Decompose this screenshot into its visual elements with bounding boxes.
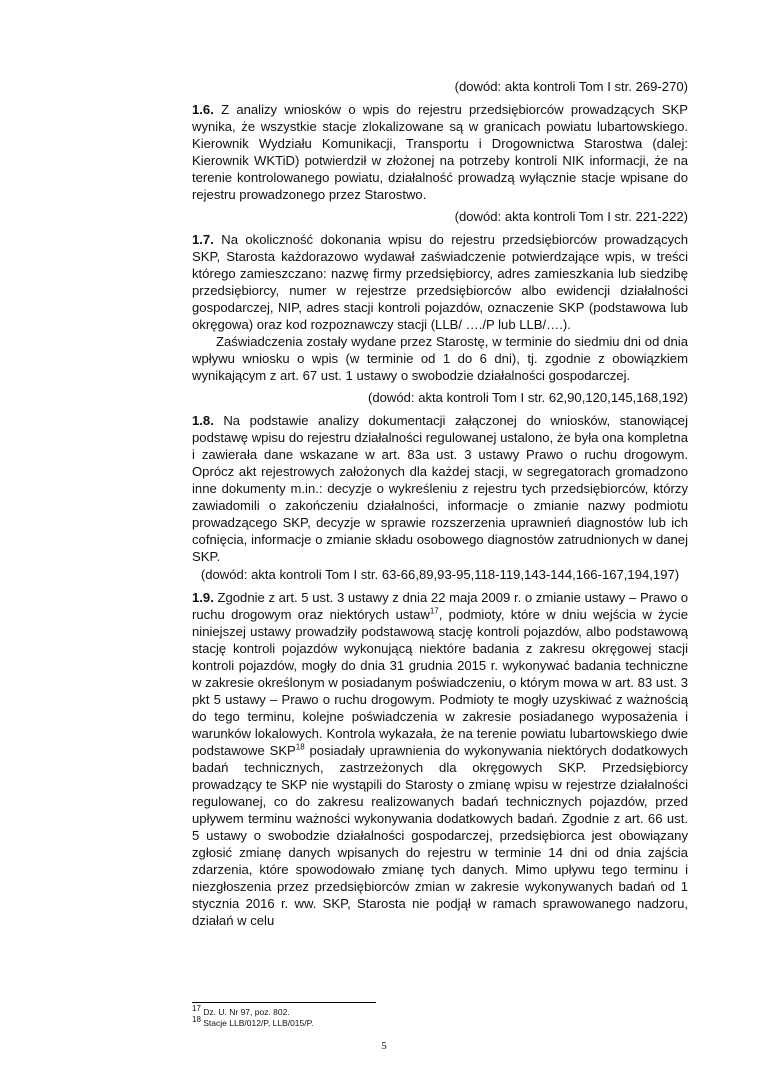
evidence-citation: (dowód: akta kontroli Tom I str. 221-222) [454,209,688,224]
paragraph-number: 1.7. [192,232,214,247]
footnote-text: Dz. U. Nr 97, poz. 802. [200,1007,290,1017]
paragraph-1-8 [192,412,688,565]
footnote-ref[interactable]: 17 [429,606,439,616]
footnote [192,1015,688,1029]
page-number: 5 [381,1040,387,1052]
evidence-citation: (dowód: akta kontroli Tom I str. 62,90,120,145,168,192) [367,390,688,405]
paragraph-1-6 [192,101,688,203]
paragraph-text: Na podstawie analizy dokumentacji załączonej do wniosków, stanowiącej podstawę wpisu do rejestru działalności regulowanej ustalono, że była ona kompletna i zawierała dane wskazane w art. 83a ust. 3 ustawy Prawo o ruchu drogowym. Oprócz akt rejestrowych założonych dla każdej stacji, w segregatorach gromadzono inne dokumenty m.in.: decyzje o wykreśleniu z rejestru tych przedsiębiorców, którzy zawiadomili o zakończeniu działalności, informacje o zmianie nazwy podmiotu prowadzącego SKP, decyzje w sprawie rozszerzenia uprawnień diagnostów lub ich cofnięcia, informacje o zmianie składu osobowego diagnostów zatrudnionych w danej SKP. [192,413,688,564]
footnote-number: 18 [192,1015,201,1025]
evidence-citation: (dowód: akta kontroli Tom I str. 63-66,89,93-95,118-119,143-144,166-167,194,197) [200,567,680,582]
evidence-citation: (dowód: akta kontroli Tom I str. 269-270) [454,79,688,94]
paragraph-number: 1.8. [192,413,214,428]
footnote-ref[interactable]: 18 [295,742,305,752]
paragraph-number: 1.9. [192,590,214,605]
paragraph-text: Zgodnie z art. 5 ust. 3 ustawy z dnia 22 maja 2009 r. o zmianie ustawy – Prawo o ruchu drogowym oraz niektórych ustaw [192,590,688,622]
footnote [192,1004,688,1018]
footnote-divider [192,1002,376,1003]
document-body [192,78,688,929]
footnotes [192,1004,688,1029]
paragraph-text: Na okoliczność dokonania wpisu do rejestru przedsiębiorców prowadzących SKP, Starosta każdorazowo wydawał zaświadczenie potwierdzające wpis, w treści którego zamieszczano: nazwę firmy przedsiębiorcy, adres zamieszkania lub siedzibę przedsiębiorcy, numer w rejestrze przedsiębiorców albo ewidencji działalności gospodarczej, NIP, adres stacji kontroli pojazdów, oznaczenie SKP (podstawowa lub okręgowa) oraz kod rozpoznawczy stacji (LLB/ …./P lub LLB/….). [192,232,688,332]
footnote-number: 17 [192,1004,201,1014]
paragraph-1-9 [192,589,688,929]
paragraph-number: 1.6. [192,102,214,117]
paragraph-1-7-continued: Zaświadczenia zostały wydane przez Starostę, w terminie do siedmiu dni od dnia wpływu wniosku o wpis (w terminie od 1 do 6 dni), tj. zgodnie z obowiązkiem wynikającym z art. 67 ust. 1 ustawy o swobodzie działalności gospodarczej. [192,334,688,383]
paragraph-1-7 [192,231,688,333]
paragraph-text: Z analizy wniosków o wpis do rejestru przedsiębiorców prowadzących SKP wynika, że wszystkie stacje zlokalizowane są w granicach powiatu lubartowskiego. Kierownik Wydziału Komunikacji, Transportu i Drogownictwa Starostwa (dalej: Kierownik WKTiD) potwierdził w złożonej na potrzeby kontroli NIK informacji, że na terenie kontrolowanego powiatu, działalność prowadzą wyłącznie stacje wpisane do rejestru prowadzonego przez Starostwo. [192,102,688,202]
paragraph-text: posiadały uprawnienia do wykonywania niektórych dodatkowych badań technicznych, zastrzeżonych dla okręgowych SKP. Przedsiębiorcy prowadzący te SKP nie wystąpili do Starosty o zmianę wpisu w rejestrze działalności regulowanej, co do zakresu realizowanych badań technicznych pojazdów, przed upływem terminu ważności wykonywania dodatkowych badań. Zgodnie z art. 66 ust. 5 ustawy o swobodzie działalności gospodarczej, przedsiębiorca jest obowiązany zgłosić zmianę danych wpisanych do rejestru w terminie 14 dni od dnia zajścia zdarzenia, które spowodowało zmianę tych danych. Mimo upływu tego terminu i niezgłoszenia przez przedsiębiorców zmian w zakresie wykonywanych badań od 1 stycznia 2016 r. ww. SKP, Starosta nie podjął w ramach sprawowanego nadzoru, działań w celu [192,743,688,928]
footnote-text: Stacje LLB/012/P, LLB/015/P. [200,1018,314,1028]
paragraph-text: , podmioty, które w dniu wejścia w życie niniejszej ustawy prowadziły podstawową stację kontroli pojazdów, albo podstawową stację kontroli pojazdów wykonującą niektóre badania z zakresu okręgowej stacji kontroli pojazdów, mogły do dnia 31 grudnia 2015 r. wykonywać badania techniczne w zakresie określonym w posiadanym poświadczeniu, o którym mowa w art. 83 ust. 3 pkt 5 ustawy – Prawo o ruchu drogowym. Podmioty te mogły uzyskiwać z ważnością do tego terminu, kolejne poświadczenia w zakresie posiadanego wyposażenia i warunków lokalowych. Kontrola wykazała, że na terenie powiatu lubartowskiego dwie podstawowe SKP [192,607,688,758]
